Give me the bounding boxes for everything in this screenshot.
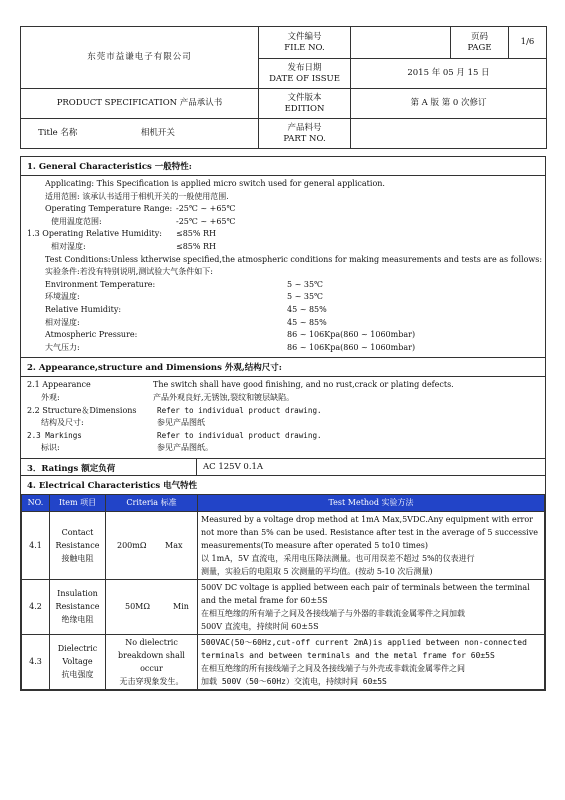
row-no: 4.3: [22, 634, 50, 689]
company-name: 东莞市益谦电子有限公司: [21, 27, 259, 89]
applicating-cn: 适用范围: 该承认书适用于相机开关的一般使用范围.: [45, 191, 229, 201]
edition-label: 文件版本 EDITION: [259, 89, 351, 119]
issue-date-value: 2015 年 05 月 15 日: [351, 59, 547, 89]
col-no: NO.: [22, 494, 50, 511]
appearance-en: 2.1 Appearance The switch shall have good finishing, and no rust,crack or plating defects.: [27, 380, 454, 390]
op-temp-cn: 使用温度范围: -25℃ ~ +65℃: [51, 216, 236, 226]
row-criteria: 200mΩ Max: [106, 511, 198, 579]
title-row: [21, 119, 259, 149]
atm-pressure-en: Atmospheric Pressure: 86 ~ 106Kpa(860 ~ 1060mbar): [45, 330, 416, 340]
table-row: [22, 511, 545, 579]
test-conditions-en: Test Conditions:Unless ktherwise specified,the atmospheric conditions for making measurements and tests are as follows:: [45, 254, 543, 264]
page-value: 1/6: [509, 27, 547, 59]
row-method: 500VAC(50～60Hz,cut-off current 2mA)is applied between non-connected terminals and between terminals and the metal frame for 60±5S 在相互绝缘的所有接线端子之间及各接线端子与外壳或非载流金属零件之间 加载 500V（50～60Hz）交流电，持续时间 60±5S: [198, 634, 545, 689]
file-no-label: 文件编号 FILE NO.: [259, 27, 351, 59]
section-1: [21, 176, 545, 358]
applicating-en: Applicating: This Specification is applied micro switch used for general application.: [45, 179, 385, 188]
section-2: [21, 377, 545, 459]
section-4-heading: 4. Electrical Characteristics 电气特性: [27, 480, 198, 491]
appearance-cn: 外观: 产品外观良好,无锈蚀,裂纹和镀层缺陷。: [41, 392, 295, 402]
title-value: 相机开关: [140, 128, 175, 139]
row-method: Measured by a voltage drop method at 1mA Max,5VDC.Any equipment with error not more than 5% can be used. Resistance after test in the average of 5 successive measurements(To measure after operated 5 to10 times) 以 1mA，5V 直流电，采用电压降法测量。也可用误差不超过 5%的仪表进行 测量，实验后的电阻取 5 次测量的平均值。(按动 5-10 次后测量): [198, 511, 545, 579]
page-label: 页码 PAGE: [451, 27, 509, 59]
row-item: Dielectric Voltage 抗电强度: [50, 634, 106, 689]
row-no: 4.1: [22, 511, 50, 579]
op-temp-en: Operating Temperature Range: -25℃ ~ +65℃: [45, 204, 236, 214]
env-temp-en: Environment Temperature: 5 ~ 35℃: [45, 279, 324, 289]
row-no: 4.2: [22, 579, 50, 634]
test-conditions-cn: 实验条件:若没有特别说明,测试验大气条件如下:: [45, 267, 213, 277]
atm-pressure-cn: 大气压力: 86 ~ 106Kpa(860 ~ 1060mbar): [45, 342, 416, 352]
section-1-heading: 1. General Characteristics 一般特性:: [21, 157, 545, 176]
col-item: Item 项目: [50, 494, 106, 511]
title-label: Title 名称: [38, 128, 78, 139]
header-table: [20, 26, 547, 149]
section-2-heading: 2. Appearance,structure and Dimensions 外观,结构尺寸:: [21, 358, 545, 377]
rel-humidity-cn: 相对湿度: 45 ~ 85%: [45, 317, 327, 327]
markings-en: 2.3 Markings Refer to individual product drawing.: [27, 430, 322, 440]
structure-en: 2.2 Structure＆Dimensions Refer to individual product drawing.: [27, 405, 322, 415]
part-no-label: 产品料号 PART NO.: [259, 119, 351, 149]
table-row: [22, 634, 545, 689]
file-no-value: [351, 27, 451, 59]
row-criteria: 50MΩ Min: [106, 579, 198, 634]
markings-cn: 标识: 参见产品图纸。: [41, 443, 213, 453]
rel-humidity-en: Relative Humidity: 45 ~ 85%: [45, 304, 327, 314]
structure-cn: 结构及尺寸: 参见产品图纸: [41, 418, 205, 428]
ratings-value: AC 125V 0.1A: [203, 461, 264, 472]
col-criteria: Criteria 标准: [106, 494, 198, 511]
issue-date-label: 发布日期 DATE OF ISSUE: [259, 59, 351, 89]
electrical-table: [21, 494, 545, 690]
table-row: [22, 579, 545, 634]
ratings-label: 3．Ratings 额定负荷: [21, 459, 197, 475]
row-item: Contact Resistance 接触电阻: [50, 511, 106, 579]
electrical-table-header: [22, 494, 545, 511]
edition-value: 第 A 版 第 0 次修订: [351, 89, 547, 119]
env-temp-cn: 环境温度: 5 ~ 35℃: [45, 292, 324, 302]
col-method: Test Method 实验方法: [198, 494, 545, 511]
row-item: Insulation Resistance 绝缘电阻: [50, 579, 106, 634]
humidity-en: 1.3 Operating Relative Humidity: ≤85% RH: [27, 229, 217, 239]
spec-body: [20, 156, 546, 691]
section-3-ratings: [21, 459, 545, 476]
part-no-value: [351, 119, 547, 149]
humidity-cn: 相对湿度: ≤85% RH: [51, 241, 217, 251]
spec-title: PRODUCT SPECIFICATION 产品承认书: [21, 89, 259, 119]
row-criteria: No dielectric breakdown shall occur 无击穿现象发生。: [106, 634, 198, 689]
row-method: 500V DC voltage is applied between each pair of terminals between the terminal and the metal frame for 60±5S 在相互绝缘的所有端子之间及各接线端子与外器的非载流金属零件之间加载 500V 直流电，持续时间 60±5S: [198, 579, 545, 634]
